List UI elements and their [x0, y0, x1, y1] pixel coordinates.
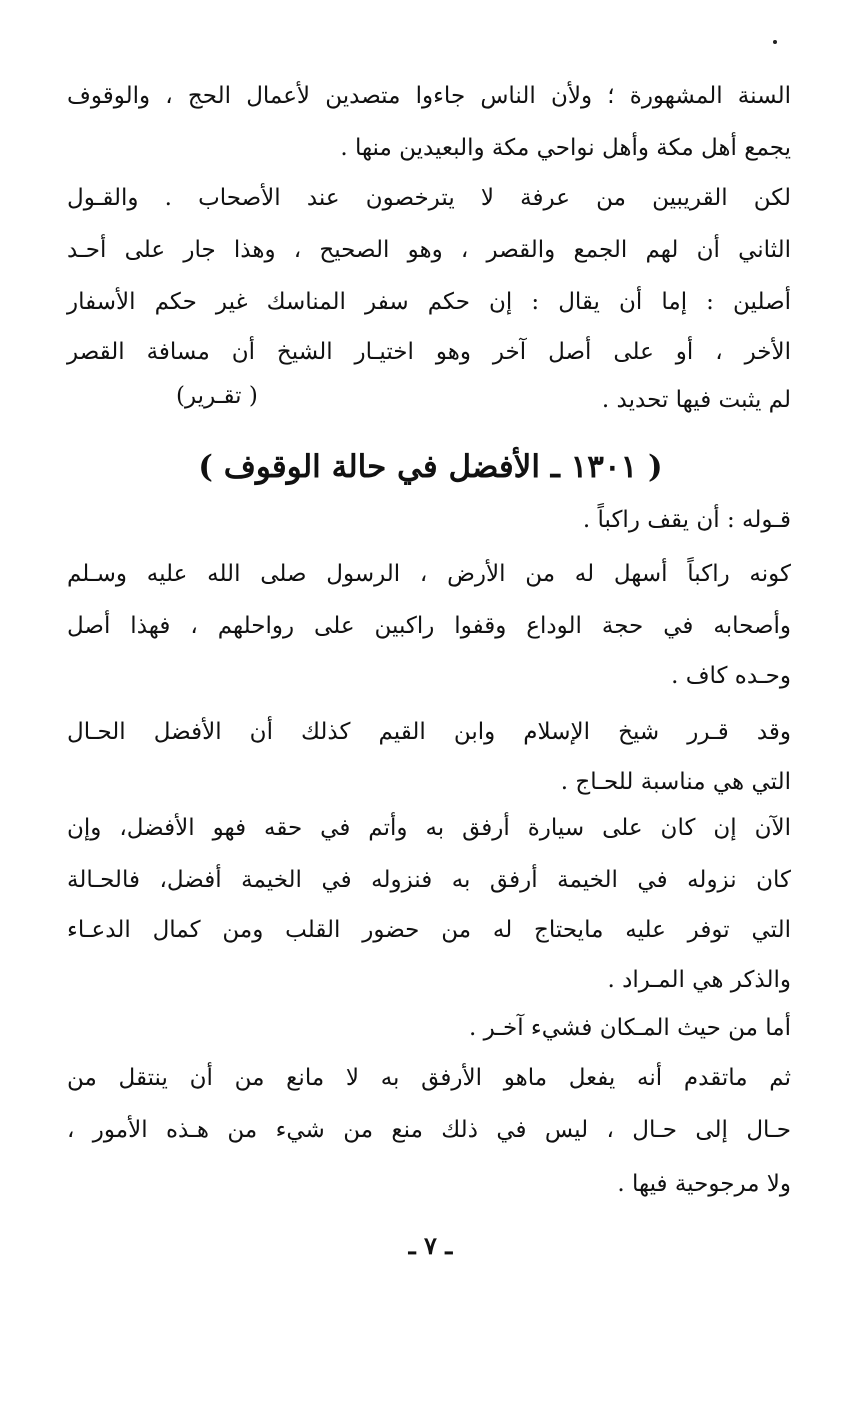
text-line-5: أصلين : إما أن يقال : إن حكم سفر المناسك غير حكم الأسفار [67, 289, 791, 315]
page-number: ـ ٧ ـ [408, 1231, 453, 1260]
text-line-8: قـوله : أن يقف راكباً . [582, 507, 791, 533]
text-line-20: حـال إلى حـال ، ليس في ذلك منع من شيء من هـذه الأمور ، [67, 1117, 791, 1143]
text-line-11: وحـده كاف . [671, 663, 791, 689]
text-line-14: الآن إن كان على سيارة أرفق به وأتم في حقه فهو الأفضل، وإن [67, 815, 791, 841]
section-heading: ( ١٣٠١ ـ الأفضل في حالة الوقوف ) [198, 449, 663, 485]
text-line-6: الأخر ، أو على أصل آخر وهو اختيـار الشيخ أن مسافة القصر [67, 339, 791, 365]
source-tag: ( تقـرير) [176, 383, 258, 409]
text-line-9: كونه راكباً أسهل له من الأرض ، الرسول صلى الله عليه وسـلم [67, 561, 791, 587]
text-line-19: ثم ماتقدم أنه يفعل ماهو الأرفق به لا مانع من أن ينتقل من [67, 1065, 791, 1091]
text-line-10: وأصحابه في حجة الوداع وقفوا راكبين على رواحلهم ، فهذا أصل [67, 613, 791, 639]
text-line-15: كان نزوله في الخيمة أرفق به فنزوله في الخيمة أفضل، فالحـالة [67, 867, 791, 893]
text-line-18: أما من حيث المـكان فشيء آخـر . [468, 1015, 791, 1041]
text-line-2: يجمع أهل مكة وأهل نواحي مكة والبعيدين منها . [340, 135, 791, 161]
text-line-3: لكن القريبين من عرفة لا يترخصون عند الأصحاب . والقـول [67, 185, 791, 211]
text-line-17: والذكر هي المـراد . [607, 967, 791, 993]
text-line-12: وقد قـرر شيخ الإسلام وابن القيم كذلك أن الأفضل الحـال [67, 719, 791, 745]
scan-speck [773, 40, 777, 44]
text-line-1: السنة المشهورة ؛ ولأن الناس جاءوا متصدين لأعمال الحج ، والوقوف [67, 83, 791, 109]
text-line-13: التي هي مناسبة للحـاج . [560, 769, 791, 795]
text-line-16: التي توفر عليه مايحتاج له من حضور القلب ومن كمال الدعـاء [67, 917, 791, 943]
text-line-4: الثاني أن لهم الجمع والقصر ، وهو الصحيح ، وهذا جار على أحـد [67, 237, 791, 263]
text-line-21: ولا مرجوحية فيها . [617, 1171, 791, 1197]
text-line-7: لم يثبت فيها تحديد . [601, 387, 791, 413]
